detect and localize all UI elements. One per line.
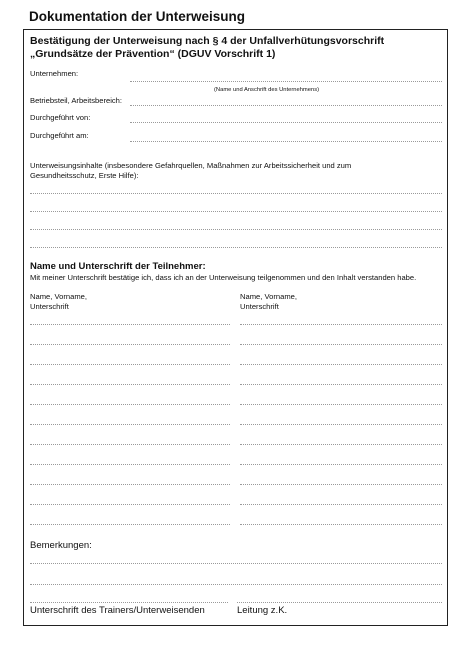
- participant-line-left[interactable]: [30, 344, 230, 345]
- participant-line-right[interactable]: [240, 464, 442, 465]
- conducted-on-label: Durchgeführt am:: [30, 131, 89, 140]
- company-label: Unternehmen:: [30, 69, 79, 78]
- contents-line[interactable]: [30, 193, 442, 194]
- left-col-name-label: Name, Vorname,: [30, 292, 87, 301]
- participant-line-left[interactable]: [30, 504, 230, 505]
- left-col-sig-label: Unterschrift: [30, 302, 69, 311]
- page-title: Dokumentation der Unterweisung: [29, 9, 246, 24]
- trainer-signature-label: Unterschrift des Trainers/Unterweisenden: [30, 605, 205, 616]
- department-field[interactable]: [130, 105, 442, 106]
- management-signature-line[interactable]: [237, 602, 442, 603]
- participant-line-right[interactable]: [240, 484, 442, 485]
- contents-line[interactable]: [30, 247, 442, 248]
- contents-line[interactable]: [30, 211, 442, 212]
- contents-label-line1: Unterweisungsinhalte (insbesondere Gefahrquellen, Maßnahmen zur Arbeitssicherheit und zum: [30, 161, 352, 170]
- contents-label-line2: Gesundheitsschutz, Erste Hilfe):: [30, 171, 139, 180]
- participant-line-left[interactable]: [30, 444, 230, 445]
- participant-line-left[interactable]: [30, 364, 230, 365]
- confirmation-heading-line2: „Grundsätze der Prävention“ (DGUV Vorschrift 1): [30, 48, 276, 60]
- right-col-sig-label: Unterschrift: [240, 302, 279, 311]
- participant-line-right[interactable]: [240, 404, 442, 405]
- participant-line-right[interactable]: [240, 424, 442, 425]
- right-col-name-label: Name, Vorname,: [240, 292, 297, 301]
- trainer-signature-line[interactable]: [30, 602, 228, 603]
- company-hint: (Name und Anschrift des Unternehmens): [214, 87, 320, 93]
- participants-statement: Mit meiner Unterschrift bestätige ich, dass ich an der Unterweisung teilgenommen und den Inhalt verstanden habe.: [30, 273, 417, 282]
- participant-line-left[interactable]: [30, 524, 230, 525]
- remarks-line[interactable]: [30, 584, 442, 585]
- participants-heading: Name und Unterschrift der Teilnehmer:: [30, 261, 206, 272]
- participant-line-left[interactable]: [30, 424, 230, 425]
- participant-line-right[interactable]: [240, 384, 442, 385]
- participant-line-right[interactable]: [240, 504, 442, 505]
- department-label: Betriebsteil, Arbeitsbereich:: [30, 96, 123, 105]
- participant-line-right[interactable]: [240, 344, 442, 345]
- company-field[interactable]: [130, 81, 442, 82]
- conducted-by-label: Durchgeführt von:: [30, 113, 91, 122]
- participant-line-left[interactable]: [30, 404, 230, 405]
- management-signature-label: Leitung z.K.: [237, 605, 288, 616]
- participant-line-left[interactable]: [30, 464, 230, 465]
- confirmation-heading-line1: Bestätigung der Unterweisung nach § 4 der Unfallverhütungsvorschrift: [30, 35, 385, 47]
- participant-line-left[interactable]: [30, 384, 230, 385]
- conducted-by-field[interactable]: [130, 122, 442, 123]
- participant-line-right[interactable]: [240, 324, 442, 325]
- participant-line-right[interactable]: [240, 364, 442, 365]
- contents-line[interactable]: [30, 229, 442, 230]
- remarks-label: Bemerkungen:: [30, 540, 92, 551]
- participant-line-left[interactable]: [30, 484, 230, 485]
- remarks-line[interactable]: [30, 563, 442, 564]
- participant-line-right[interactable]: [240, 444, 442, 445]
- participant-line-right[interactable]: [240, 524, 442, 525]
- conducted-on-field[interactable]: [130, 141, 442, 142]
- participant-line-left[interactable]: [30, 324, 230, 325]
